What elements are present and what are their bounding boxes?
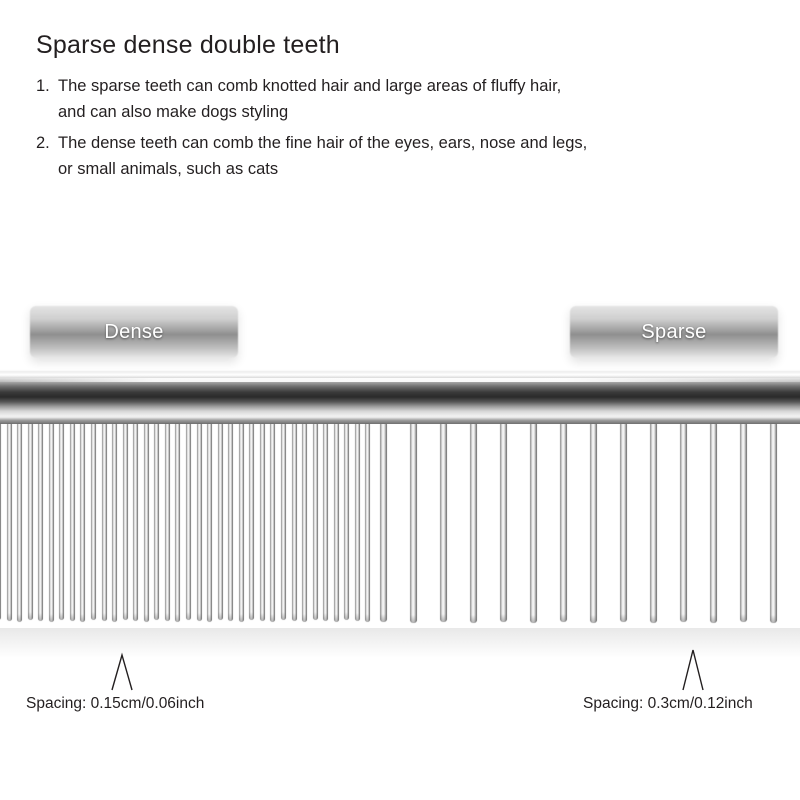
comb-tooth-dense (218, 424, 223, 620)
comb-tooth-sparse (560, 424, 567, 622)
list-item (36, 74, 756, 125)
list-item-text (58, 131, 756, 182)
comb-tooth-dense (91, 424, 96, 620)
comb-tooth-sparse (410, 424, 417, 623)
dense-spacing-caption: Spacing: 0.15cm/0.06inch (26, 695, 205, 712)
comb-photo (0, 268, 800, 688)
comb-tooth-dense (38, 424, 43, 621)
comb-tooth-dense (302, 424, 307, 622)
comb-tooth-dense (175, 424, 180, 622)
comb-tooth-dense (144, 424, 149, 622)
comb-tooth-dense (70, 424, 75, 621)
comb-tooth-sparse (470, 424, 477, 623)
list-item-number: 1. (36, 77, 50, 95)
comb-teeth (0, 424, 800, 634)
list-item-line-2: or small animals, such as cats (58, 159, 279, 178)
feature-list (36, 74, 756, 182)
comb-tooth-sparse (500, 424, 507, 622)
comb-tooth-dense (7, 424, 12, 621)
comb-tooth-sparse (680, 424, 687, 622)
comb-tooth-sparse (620, 424, 627, 622)
sparse-label: Sparse (641, 321, 707, 343)
comb-tooth-dense (239, 424, 244, 622)
sparse-spacing-caption: Spacing: 0.3cm/0.12inch (583, 695, 753, 712)
comb-tooth-dense (355, 424, 360, 621)
comb-tooth-dense (292, 424, 297, 621)
dense-label: Dense (104, 321, 164, 343)
comb-tooth-dense (165, 424, 170, 621)
list-item-line-2: and can also make dogs styling (58, 102, 289, 121)
comb-tooth-sparse (590, 424, 597, 623)
list-item-line-1: The dense teeth can comb the fine hair of the eyes, ears, nose and legs, (58, 134, 588, 153)
comb-tooth-dense (49, 424, 54, 622)
comb-tooth-dense (102, 424, 107, 621)
comb-tooth-sparse (710, 424, 717, 623)
comb-tooth-sparse (440, 424, 447, 622)
comb-tooth-dense (80, 424, 85, 622)
comb-tooth-dense (133, 424, 138, 621)
comb-tooth-dense (249, 424, 254, 620)
comb-tooth-dense (123, 424, 128, 620)
comb-tooth-dense (59, 424, 64, 620)
comb-tooth-dense (260, 424, 265, 621)
comb-tooth-dense (270, 424, 275, 622)
comb-tooth-dense (0, 424, 1, 620)
comb-tooth-dense (112, 424, 117, 622)
comb-tooth-dense (281, 424, 286, 620)
list-item-text (58, 74, 756, 125)
comb-tooth-dense (313, 424, 318, 620)
comb-tooth-dense (323, 424, 328, 621)
comb-tooth-dense (28, 424, 33, 620)
comb-tooth-dense (17, 424, 22, 622)
comb-tooth-dense (365, 424, 370, 622)
comb-tooth-dense (186, 424, 191, 620)
list-item-number: 2. (36, 134, 50, 153)
list-item (36, 131, 756, 182)
description-block (36, 30, 756, 188)
comb-tooth-sparse (770, 424, 777, 623)
comb-tooth-dense (334, 424, 339, 622)
comb-tooth-sparse (740, 424, 747, 622)
list-item-line-1: The sparse teeth can comb knotted hair and large areas of fluffy hair, (58, 77, 562, 95)
comb-tooth-dense (207, 424, 212, 622)
comb-tooth-dense (344, 424, 349, 620)
comb-spine-highlight (0, 378, 800, 382)
comb-tooth-dense (197, 424, 202, 621)
photo-shadow (0, 628, 800, 658)
comb-tooth-sparse (650, 424, 657, 623)
comb-tooth-dense (228, 424, 233, 621)
comb-tooth-sparse (380, 424, 387, 622)
comb-tooth-dense (154, 424, 159, 620)
page-title: Sparse dense double teeth (36, 31, 340, 59)
comb-tooth-sparse (530, 424, 537, 623)
